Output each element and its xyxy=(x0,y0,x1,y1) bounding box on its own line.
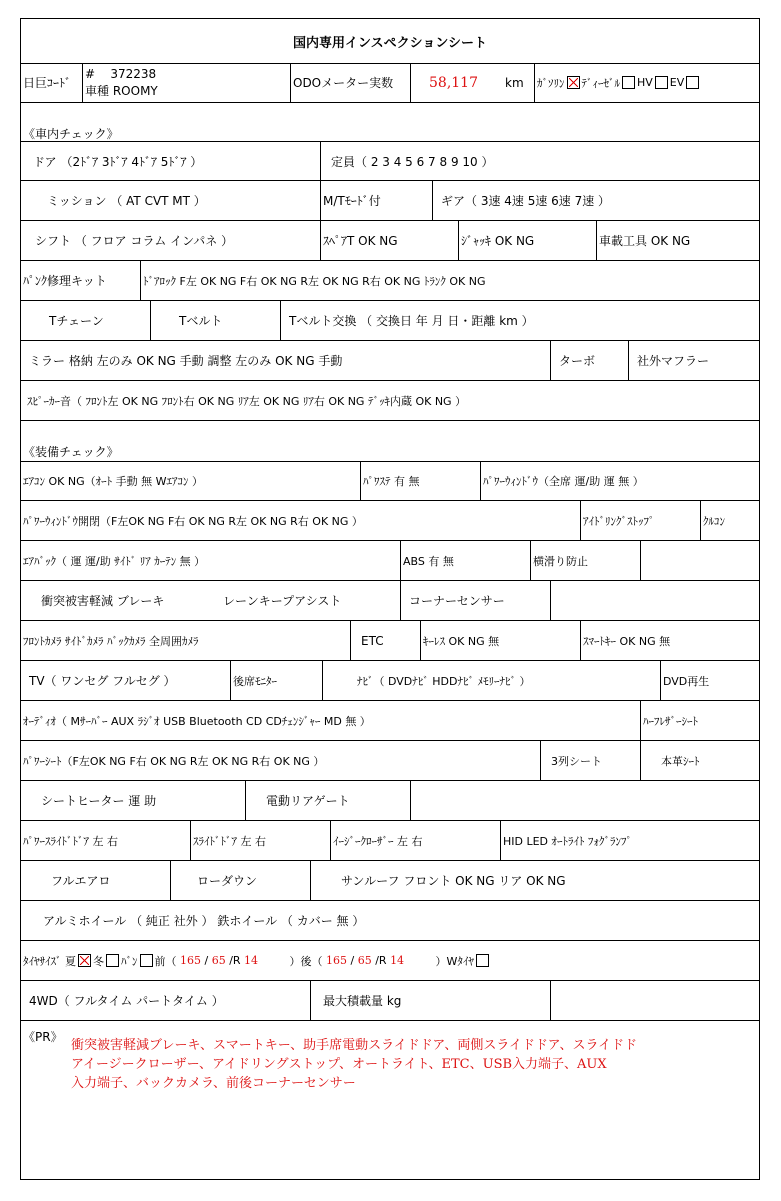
etc-cell: ETC xyxy=(351,621,421,660)
tbelt-swap-cell: Tベルト交換 （ 交換日 年 月 日・距離 km ） xyxy=(289,314,534,328)
w-tire-checkbox[interactable] xyxy=(476,954,489,967)
fuel-cell xyxy=(535,63,759,102)
seat-heater-cell: シートヒーター 運 助 xyxy=(21,781,246,820)
capacity-cell: 定員（ 2 3 4 5 6 7 8 9 10 ） xyxy=(331,154,494,169)
interior-section-title: 《車内チェック》 xyxy=(23,127,119,141)
tire-front-rim: 14 xyxy=(244,954,259,967)
leather-cell: 本革ｼｰﾄ xyxy=(661,754,700,768)
model-name: ROOMY xyxy=(112,83,158,98)
fuel-gasoline-label: ｶﾞｿﾘﾝ xyxy=(537,76,565,90)
tire-van-checkbox[interactable] xyxy=(140,954,153,967)
row-airbag xyxy=(21,541,759,581)
stock-number: 372238 xyxy=(110,66,157,81)
tire-front-aspect: 65 xyxy=(211,954,226,967)
row-speaker xyxy=(21,381,759,421)
lane-cell: レーンキープアシスト xyxy=(221,581,401,620)
tchain-cell: Tチェーン xyxy=(21,301,151,340)
tire-cell: ﾀｲﾔｻｲｽﾞ 夏 冬 ﾊﾞﾝ 前（ 165 / 65 /R 14 ）後（ 165 / 65 /R 14 ）Wﾀｲﾔ xyxy=(21,941,759,980)
corner-cell: コーナーセンサー xyxy=(401,581,551,620)
tv-cell: TV（ ワンセグ フルセグ ） xyxy=(21,661,231,700)
audio-cell: ｵｰﾃﾞｨｵ（ Mｻｰﾊﾞｰ AUX ﾗｼﾞｵ USB Bluetooth CD CDﾁｪﾝｼﾞｬｰ MD 無 ） xyxy=(21,701,641,740)
slide-prevent-cell: 横滑り防止 xyxy=(531,541,641,580)
aircon-cell: ｴｱｺﾝ OK NG（ｵｰﾄ 手動 無 Wｴｱｺﾝ ） xyxy=(21,462,361,500)
row-camera xyxy=(21,621,759,661)
row-wheels xyxy=(21,901,759,941)
row-aero xyxy=(21,861,759,901)
third-row-cell: 3列シート xyxy=(541,741,641,780)
row-collision xyxy=(21,581,759,621)
row-pw-open xyxy=(21,501,759,541)
sunroof-cell: サンルーフ フロント OK NG リア OK NG xyxy=(341,874,566,888)
mt-mode-cell: M/Tﾓｰﾄﾞ付 xyxy=(321,181,433,220)
fuel-hv-checkbox[interactable] xyxy=(655,76,668,89)
row-shift xyxy=(21,221,759,261)
lights-cell: HID LED ｵｰﾄﾗｲﾄ ﾌｫｸﾞﾗﾝﾌﾟ xyxy=(503,834,633,848)
power-seat-cell: ﾊﾟﾜｰｼｰﾄ（F左OK NG F右 OK NG R左 OK NG R右 OK NG ） xyxy=(21,741,541,780)
fuel-diesel-checkbox[interactable] xyxy=(622,76,635,89)
row-mirror xyxy=(21,341,759,381)
cruise-cell: ｸﾙｺﾝ xyxy=(703,514,725,528)
row-audio xyxy=(21,701,759,741)
puncture-cell: ﾊﾟﾝｸ修理キット xyxy=(21,261,141,300)
pr-line: 衝突被害軽減ブレーキ、スマートキー、助手席電動スライドドア、両側スライドドア、スライドド xyxy=(71,1038,638,1053)
hash: # xyxy=(85,66,96,81)
tire-winter-checkbox[interactable] xyxy=(106,954,119,967)
tire-front-width: 165 xyxy=(180,954,201,967)
pw-cell: ﾊﾟﾜｰｳｨﾝﾄﾞｳ（全席 運/助 運 無 ） xyxy=(483,475,644,488)
fuel-hv-label: HV xyxy=(637,76,653,89)
inspection-sheet xyxy=(20,18,760,1180)
fuel-ev-label: EV xyxy=(669,76,685,89)
dvd-cell: DVD再生 xyxy=(663,674,710,688)
airbag-cell: ｴｱﾊﾞｯｸ（ 運 運/助 ｻｲﾄﾞ ﾘｱ ｶｰﾃﾝ 無 ） xyxy=(21,541,401,580)
odo-value: 58,117 xyxy=(429,74,478,91)
full-aero-cell: フルエアロ xyxy=(21,861,171,900)
camera-cell: ﾌﾛﾝﾄｶﾒﾗ ｻｲﾄﾞｶﾒﾗ ﾊﾞｯｸｶﾒﾗ 全周囲ｶﾒﾗ xyxy=(21,621,351,660)
pr-label: 《PR》 xyxy=(23,1030,63,1044)
row-mission xyxy=(21,181,759,221)
row-4wd xyxy=(21,981,759,1021)
tire-summer-checkbox[interactable] xyxy=(78,954,91,967)
keyless-cell: ｷｰﾚｽ OK NG 無 xyxy=(421,621,581,660)
mission-cell: ミッション （ AT CVT MT ） xyxy=(21,181,321,220)
shift-cell: シフト （ フロア コラム インパネ ） xyxy=(21,221,321,260)
max-load-cell: 最大積載量 kg xyxy=(311,981,551,1020)
muffler-cell: 社外マフラー xyxy=(637,354,710,368)
pr-section xyxy=(21,1024,759,1181)
row-slide xyxy=(21,821,759,861)
pw-open-cell: ﾊﾟﾜｰｳｨﾝﾄﾞｳ開閉（F左OK NG F右 OK NG R左 OK NG R右 OK NG ） xyxy=(21,501,581,540)
sheet-title: 国内専用インスペクションシート xyxy=(21,19,759,64)
smartkey-cell: ｽﾏｰﾄｷｰ OK NG 無 xyxy=(583,634,671,648)
power-slide-cell: ﾊﾟﾜｰｽﾗｲﾄﾞﾄﾞｱ 左 右 xyxy=(21,821,191,860)
doorlock-cell: ﾄﾞｱﾛｯｸ F左 OK NG F右 OK NG R左 OK NG R右 OK NG ﾄﾗﾝｸ OK NG xyxy=(143,274,486,288)
fourwd-cell: 4WD（ フルタイム パートタイム ） xyxy=(21,981,311,1020)
half-leather-cell: ﾊｰﾌﾚｻﾞｰｼｰﾄ xyxy=(643,714,698,728)
row-puncture xyxy=(21,261,759,301)
stock-cell xyxy=(83,63,291,102)
odo-label: ODOメーター実数 xyxy=(291,63,411,102)
odo-unit: km xyxy=(505,75,524,90)
abs-cell: ABS 有 無 xyxy=(401,541,531,580)
equipment-section-title: 《装備チェック》 xyxy=(23,445,119,459)
fuel-gasoline-checkbox[interactable] xyxy=(567,76,580,89)
rear-monitor-cell: 後席ﾓﾆﾀｰ xyxy=(231,661,323,700)
pwst-cell: ﾊﾟﾜｽﾃ 有 無 xyxy=(361,462,481,500)
speaker-cell: ｽﾋﾟｰｶｰ音（ ﾌﾛﾝﾄ左 OK NG ﾌﾛﾝﾄ右 OK NG ﾘｱ左 OK NG ﾘｱ右 OK NG ﾃﾞｯｷ内蔵 OK NG ） xyxy=(27,394,467,408)
odo-cell xyxy=(411,63,535,102)
tire-rear-rim: 14 xyxy=(390,954,405,967)
code-label: 日巨ｺｰﾄﾞ xyxy=(21,63,83,102)
fuel-ev-checkbox[interactable] xyxy=(686,76,699,89)
tire-rear-aspect: 65 xyxy=(357,954,372,967)
row-tire xyxy=(21,941,759,981)
row-aircon xyxy=(21,461,759,501)
row-seat-heater xyxy=(21,781,759,821)
tbelt-cell: Tベルト xyxy=(151,301,281,340)
easy-closer-cell: ｲｰｼﾞｰｸﾛｰｻﾞｰ 左 右 xyxy=(331,821,501,860)
equipment-section-header xyxy=(21,421,759,461)
door-cell: ドア （2ﾄﾞｱ 3ﾄﾞｱ 4ﾄﾞｱ 5ﾄﾞｱ ） xyxy=(21,142,321,180)
mirror-cell: ミラー 格納 左のみ OK NG 手動 調整 左のみ OK NG 手動 xyxy=(21,341,551,380)
power-gate-cell: 電動リアゲート xyxy=(246,781,411,820)
gear-cell: ギア（ 3速 4速 5速 6速 7速 ） xyxy=(441,194,611,208)
tire-rear-width: 165 xyxy=(326,954,348,967)
wheels-cell: アルミホイール （ 純正 社外 ） 鉄ホイール （ カバー 無 ） xyxy=(43,914,365,928)
model-label: 車種 xyxy=(85,83,110,98)
slide-cell: ｽﾗｲﾄﾞﾄﾞｱ 左 右 xyxy=(191,821,331,860)
turbo-cell: ターボ xyxy=(551,341,629,380)
navi-cell: ﾅﾋﾞ（ DVDﾅﾋﾞ HDDﾅﾋﾞ ﾒﾓﾘｰﾅﾋﾞ ） xyxy=(323,661,661,700)
row-tv xyxy=(21,661,759,701)
pr-line: アイージークローザー、アイドリングストップ、オートライト、ETC、USB入力端子、AUX xyxy=(71,1057,607,1072)
pr-line: 入力端子、バックカメラ、前後コーナーセンサー xyxy=(71,1076,356,1091)
tools-cell: 車載工具 OK NG xyxy=(599,234,691,248)
pr-text xyxy=(71,1036,711,1093)
spare-cell: ｽﾍﾟｱT OK NG xyxy=(321,221,459,260)
row-door xyxy=(21,141,759,181)
row-power-seat xyxy=(21,741,759,781)
jack-cell: ｼﾞｬｯｷ OK NG xyxy=(459,221,597,260)
row-tchain xyxy=(21,301,759,341)
lowdown-cell: ローダウン xyxy=(171,861,311,900)
collision-cell: 衝突被害軽減 ブレーキ xyxy=(41,594,165,608)
header-row xyxy=(21,63,759,103)
fuel-diesel-label: ﾃﾞｨｰｾﾞﾙ xyxy=(581,76,620,90)
idling-cell: ｱｲﾄﾞﾘﾝｸﾞｽﾄｯﾌﾟ xyxy=(581,501,701,540)
